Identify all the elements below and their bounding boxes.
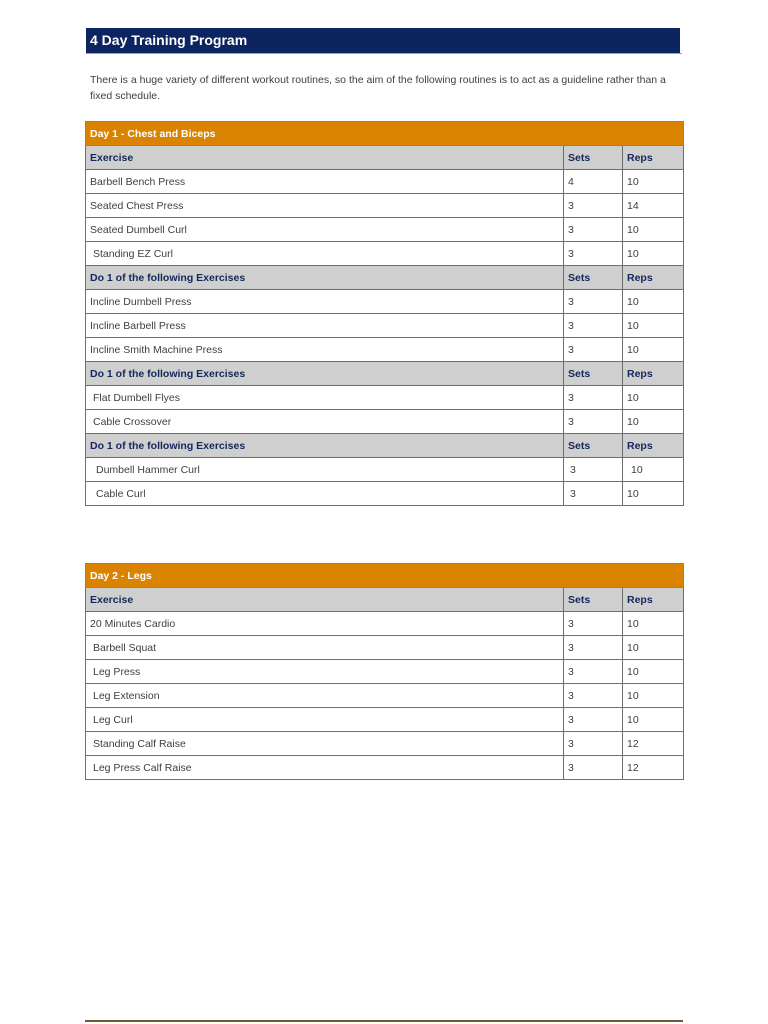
sets-cell: 3 (564, 338, 623, 362)
table-row (86, 218, 684, 242)
reps-cell: 10 (623, 218, 684, 242)
page-title-bar (86, 28, 682, 53)
subgroup-instruction: Do 1 of the following Exercises (86, 362, 564, 386)
footer-divider (85, 1020, 683, 1022)
reps-cell: 10 (623, 660, 684, 684)
day2-title: Day 2 - Legs (86, 564, 684, 588)
sets-cell: 3 (564, 314, 623, 338)
exercise-cell: Cable Crossover (86, 410, 564, 434)
day2-table (85, 563, 684, 780)
table-row (86, 612, 684, 636)
table-row (86, 482, 684, 506)
table-row (86, 756, 684, 780)
table-row (86, 732, 684, 756)
sets-cell: 3 (564, 636, 623, 660)
sets-cell: 3 (564, 482, 623, 506)
exercise-cell: Leg Press (86, 660, 564, 684)
exercise-cell: Barbell Squat (86, 636, 564, 660)
column-header-row (86, 588, 684, 612)
sets-cell: 3 (564, 660, 623, 684)
exercise-header: Exercise (86, 146, 564, 170)
table-row (86, 242, 684, 266)
exercise-cell: Incline Barbell Press (86, 314, 564, 338)
reps-cell: 10 (623, 482, 684, 506)
reps-cell: 14 (623, 194, 684, 218)
reps-cell: 10 (623, 170, 684, 194)
reps-cell: 10 (623, 386, 684, 410)
title-divider (86, 53, 682, 54)
intro-paragraph: There is a huge variety of different workout routines, so the aim of the following routines is to act as a guideline rather than a fixed schedule. (90, 74, 666, 102)
reps-cell: 10 (623, 684, 684, 708)
sets-cell: 3 (564, 756, 623, 780)
table-row (86, 410, 684, 434)
reps-cell: 10 (623, 242, 684, 266)
exercise-cell: Cable Curl (86, 482, 564, 506)
exercise-cell: Barbell Bench Press (86, 170, 564, 194)
day1-header-row (86, 122, 684, 146)
exercise-cell: Incline Dumbell Press (86, 290, 564, 314)
sets-cell: 3 (564, 410, 623, 434)
table-row (86, 636, 684, 660)
sets-cell: 3 (564, 290, 623, 314)
day2-header-row (86, 564, 684, 588)
exercise-cell: Seated Dumbell Curl (86, 218, 564, 242)
reps-cell: 10 (623, 410, 684, 434)
sets-cell: 3 (564, 612, 623, 636)
sets-header: Sets (564, 434, 623, 458)
day1-title: Day 1 - Chest and Biceps (86, 122, 684, 146)
exercise-cell: Leg Press Calf Raise (86, 756, 564, 780)
reps-cell: 10 (623, 636, 684, 660)
exercise-cell: Standing EZ Curl (86, 242, 564, 266)
table-row (86, 170, 684, 194)
sets-header: Sets (564, 362, 623, 386)
reps-cell: 12 (623, 732, 684, 756)
sets-header: Sets (564, 146, 623, 170)
exercise-cell: Seated Chest Press (86, 194, 564, 218)
sets-cell: 3 (564, 242, 623, 266)
sets-header: Sets (564, 588, 623, 612)
sets-cell: 3 (564, 386, 623, 410)
reps-header: Reps (623, 266, 684, 290)
table-row (86, 338, 684, 362)
table-row (86, 290, 684, 314)
table-row (86, 386, 684, 410)
subgroup-header-row (86, 434, 684, 458)
exercise-cell: 20 Minutes Cardio (86, 612, 564, 636)
subgroup-instruction: Do 1 of the following Exercises (86, 434, 564, 458)
exercise-cell: Leg Extension (86, 684, 564, 708)
reps-header: Reps (623, 146, 684, 170)
reps-cell: 10 (623, 612, 684, 636)
sets-cell: 3 (564, 684, 623, 708)
reps-cell: 10 (623, 708, 684, 732)
exercise-cell: Leg Curl (86, 708, 564, 732)
page-title: 4 Day Training Program (90, 32, 248, 48)
sets-cell: 3 (564, 458, 623, 482)
table-row (86, 660, 684, 684)
reps-header: Reps (623, 434, 684, 458)
exercise-cell: Incline Smith Machine Press (86, 338, 564, 362)
subgroup-header-row (86, 266, 684, 290)
reps-cell: 12 (623, 756, 684, 780)
exercise-header: Exercise (86, 588, 564, 612)
table-row (86, 314, 684, 338)
table-row (86, 708, 684, 732)
reps-cell: 10 (623, 338, 684, 362)
exercise-cell: Standing Calf Raise (86, 732, 564, 756)
sets-cell: 3 (564, 218, 623, 242)
reps-header: Reps (623, 362, 684, 386)
table-row (86, 684, 684, 708)
reps-cell: 10 (623, 290, 684, 314)
subgroup-header-row (86, 362, 684, 386)
sets-header: Sets (564, 266, 623, 290)
table-row (86, 194, 684, 218)
sets-cell: 3 (564, 194, 623, 218)
table-row (86, 458, 684, 482)
exercise-cell: Flat Dumbell Flyes (86, 386, 564, 410)
day1-table (85, 121, 684, 506)
exercise-cell: Dumbell Hammer Curl (86, 458, 564, 482)
reps-cell: 10 (623, 458, 684, 482)
sets-cell: 4 (564, 170, 623, 194)
subgroup-instruction: Do 1 of the following Exercises (86, 266, 564, 290)
column-header-row (86, 146, 684, 170)
reps-header: Reps (623, 588, 684, 612)
sets-cell: 3 (564, 732, 623, 756)
sets-cell: 3 (564, 708, 623, 732)
reps-cell: 10 (623, 314, 684, 338)
